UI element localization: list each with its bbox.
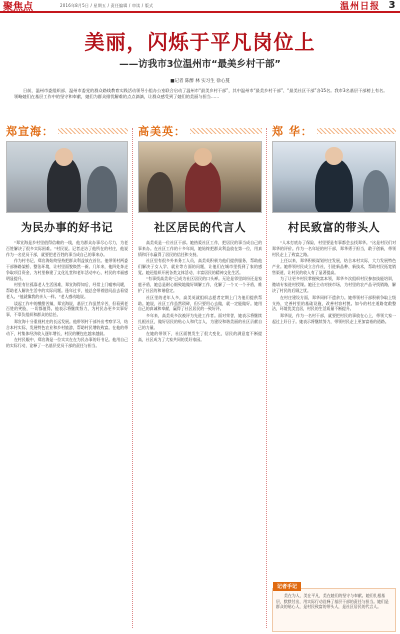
decorative-hatch (58, 128, 128, 134)
paragraph: 为了让更多村民掌握致富本领，郑华多次组织村民参加技能培训，邀请专家进村授课。她还主动对接市场，为村里的农产品寻找销路，解决了村民的后顾之忧。 (272, 276, 396, 294)
profile-column-1 (6, 124, 128, 634)
profile-name: 郑 华： (272, 125, 313, 138)
decorative-hatch (190, 128, 262, 134)
paragraph: 郑宣海十分重视村庄的长远发展。他带领村干部外出考察学习，结合本村实际，发展特色农业和乡村旅游，帮助村民增收致富。在他的带动下，村集体经济收入逐年增长，村民的腰包也越来越鼓。 (6, 318, 128, 336)
paragraph: 社区里有很多外来务工人员，高美英积极为他们提供服务，帮助他们解决子女入学、就业等方面的问题，让他们在城市里找到了家的感觉。她还组织开展各类文体活动，丰富居民的精神文化生活。 (138, 258, 262, 276)
paragraph: “郑宣海是乡村里值得信赖的一线，他为群众办事尽心尽力，为老百姓解决了很多实际困难。”村民说。记者走访了他所在的村庄，他说作为一名党员干部，就要把老百姓的事当成自己的事来办。 (6, 240, 128, 257)
issue-meta: 2016年8月5日 / 星期五 / 责任编辑 / 审读 / 版式 (60, 2, 154, 8)
column-divider (266, 128, 267, 628)
section-title: 聚焦点 (3, 2, 33, 13)
profile-photo (272, 141, 396, 213)
profile-name-badge (6, 124, 128, 138)
paragraph: 在村民眼中，郑宣海是一位实实在在为民办事的好书记。他用自己的实际行动，诠释了一名基层党员干部的责任与担当。 (6, 337, 128, 348)
profile-photo (138, 141, 262, 213)
profile-title: 村民致富的带头人 (288, 221, 380, 234)
column-divider (132, 128, 133, 628)
profile-name: 郑宣海： (6, 125, 54, 138)
profile-photo (6, 141, 128, 213)
reporter-note-box (272, 584, 396, 632)
paragraph: 作为村书记，郑宣海始终坚持把群众利益放在首位。他带领村两委干部修路架桥、整治环境，让村里面貌焕然一新。几年来，他四处奔走争取项目资金，为村里修建了文化礼堂和老年活动中心，村民的幸福感明显提升。 (6, 258, 128, 281)
paragraph: 村里有位孤寡老人生活困难，郑宣海得知后，经常上门嘘寒问暖，帮助老人解决生活中的实际问题。逢年过节，他总会带着慰问品去看望老人。“他就像我的亲人一样。”老人感动地说。 (6, 282, 128, 300)
page-number: 3 (388, 0, 396, 11)
paragraph: 社区里的老年人多，高美英就组织志愿者定期上门为他们提供帮助。她说，社区工作虽然琐碎，但只要用心去做，就一定能做好。她用自己的真诚和奉献，赢得了社区居民的一致好评。 (138, 294, 262, 312)
paragraph: 上任以来，郑华积极谋划村庄发展，结合本村实际，大力发展特色产业。她带领村民成立合作社，引进新品种、新技术，帮助村民拓宽销售渠道，让村民的收入有了显著提高。 (272, 258, 396, 276)
profile-column-3 (272, 124, 396, 634)
article-lede: 日前，温州市委组织部、温州市委党的群众路线教育实践活动领导小组办公室联合启动了温州市“最美乡村干部”，其中温州市“最美乡村干部”、“最美社区干部”各15名。我市3名基层干部榜上有名。领略她们在基层工作中的坚守和奉献，她们为群众排忧解难的点点滴滴，让群众感受到了她们的美丽与担当…… (14, 88, 388, 100)
article-subhead: ——访我市3位温州市“最美乡村干部” (119, 59, 281, 70)
profile-title: 为民办事的好书记 (21, 221, 113, 234)
masthead-logo: 温州日报 (339, 2, 380, 12)
profile-title: 社区居民的代言人 (154, 221, 246, 234)
profile-body (6, 240, 128, 562)
paragraph: 高美英是一位社区干部。她热爱社区工作，把居民的事当成自己的事来办。在社区工作的十多年间，她始终把群众利益放在第一位，用真情和汗水赢得了居民的信任和支持。 (138, 240, 262, 257)
page-header (0, 0, 400, 13)
profile-name-badge (138, 124, 262, 138)
profile-name: 高美英： (138, 125, 186, 138)
reporter-note-body: 美在为人，美在平凡，美在她们的坚守与奉献。她们扎根基层，默默付出，用实际行动诠释了基层干部的责任与担当。她们是群众的贴心人，是村民致富的带头人，是社区居民的代言人。 (276, 593, 389, 610)
paragraph: 在村庄建设方面，郑华同样不遗余力。她带领村干部积极争取上级支持，完善村里的基础设施，改善村容村貌。如今的村庄道路宽敞整洁，环境优美宜居，村民的生活质量不断提升。 (272, 294, 396, 312)
paragraph: “人本打底办了保险，村里要是有事都会去找郑华。”这是村民们对郑华的评价。作为一名年轻的村干部，郑华勇于担当，敢于创新，带领村民走上了致富之路。 (272, 240, 396, 257)
article-byline: ■记者 陈醉 林 实习生 徐心蔓 (170, 79, 230, 84)
profile-name-badge (272, 124, 396, 138)
decorative-hatch (317, 128, 396, 134)
profile-body (272, 240, 396, 510)
paragraph: 在她的带领下，社区面貌发生了很大变化，居民的满意度不断提高，社区成为了大家共同的美好家园。 (138, 331, 262, 342)
profile-column-2 (138, 124, 262, 634)
profile-body (138, 240, 262, 562)
paragraph: 郑华说，作为一名村干部，就要把村民的事放在心上，带领大家一起过上好日子。她表示将继续努力，带领村民走上更加富裕的道路。 (272, 312, 396, 324)
paragraph: 谈起工作中的酸甜苦辣，郑宣海说，基层工作虽然辛苦，但看到老百姓的笑脸，一切都值得。他表示将继续努力，为村民办更多实事好事，不辜负组织和群众的信任。 (6, 300, 128, 318)
reporter-note-title: 记者手记 (273, 582, 301, 591)
paragraph: 多年来，高美英多次被评为先进工作者。面对荣誉，她表示将继续扎根社区，做好居民的贴心人和代言人，为建设和谐美丽的社区贡献自己的力量。 (138, 312, 262, 330)
article-headline: 美丽，闪烁于平凡岗位上 (84, 30, 316, 54)
paragraph: “有事找高美英”已成为社区居民的口头禅。无论是邻里纠纷还是家庭矛盾，她总是耐心细致地做好调解工作，化解了一个又一个矛盾，维护了社区的和谐稳定。 (138, 276, 262, 294)
